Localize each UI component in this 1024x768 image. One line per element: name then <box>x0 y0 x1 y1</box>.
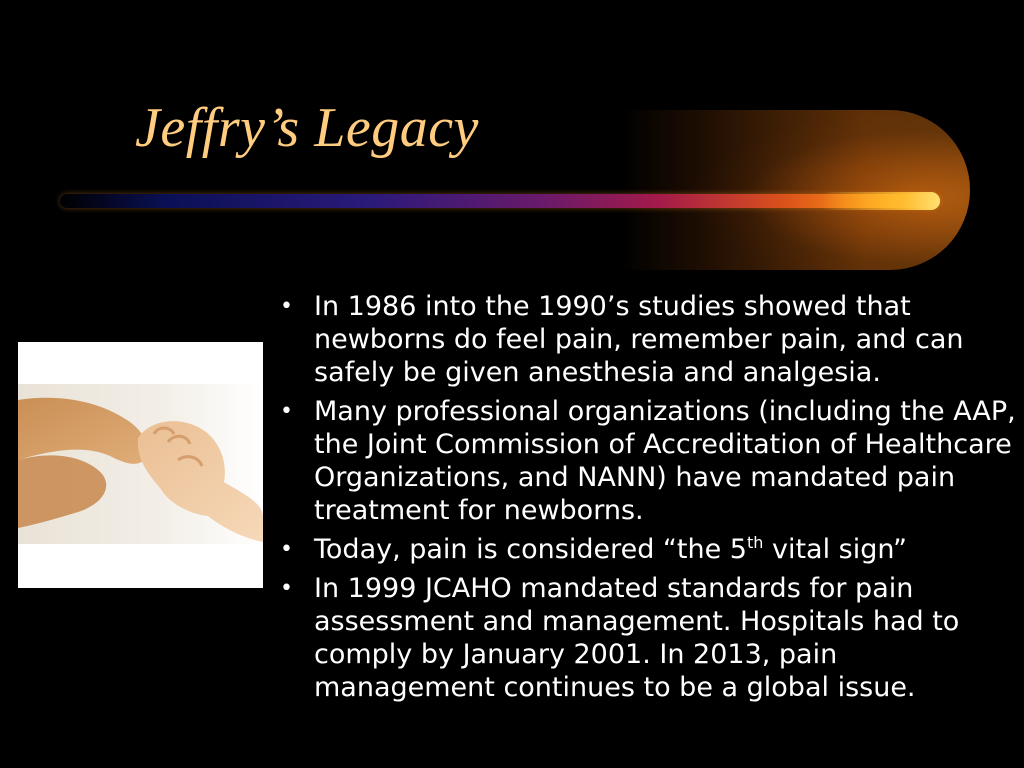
bullet-item <box>276 395 1016 527</box>
bullet-glyph: • <box>280 399 293 424</box>
bullet-item <box>276 572 1016 704</box>
bullet-item <box>276 533 1016 566</box>
bullet-glyph: • <box>280 294 293 319</box>
hands-illustration <box>18 342 263 588</box>
bullet-text-after: vital sign” <box>763 534 908 565</box>
bullet-list <box>276 290 1016 710</box>
bullet-glyph: • <box>280 537 293 562</box>
ordinal-superscript: th <box>746 533 764 552</box>
slide-title: Jeffry’s Legacy <box>135 97 479 159</box>
bullet-text-before: Today, pain is considered “the 5 <box>314 534 747 565</box>
comet-glow-decoration <box>600 110 970 270</box>
bullet-glyph: • <box>280 576 293 601</box>
light-streak-decoration <box>60 194 940 208</box>
streak-core-decoration <box>820 192 940 210</box>
bullet-text: In 1999 JCAHO mandated standards for pain assessment and management. Hospitals had to comply by January 2001. In 2013, pain management continues to be a global issue. <box>314 573 960 703</box>
bullet-item <box>276 290 1016 389</box>
bullet-text: In 1986 into the 1990’s studies showed that newborns do feel pain, remember pain, and can safely be given anesthesia and analgesia. <box>314 291 964 388</box>
hands-photo <box>18 342 263 588</box>
bullet-text: Many professional organizations (including the AAP, the Joint Commission of Accreditation of Healthcare Organizations, and NANN) have mandated pain treatment for newborns. <box>314 396 1016 526</box>
